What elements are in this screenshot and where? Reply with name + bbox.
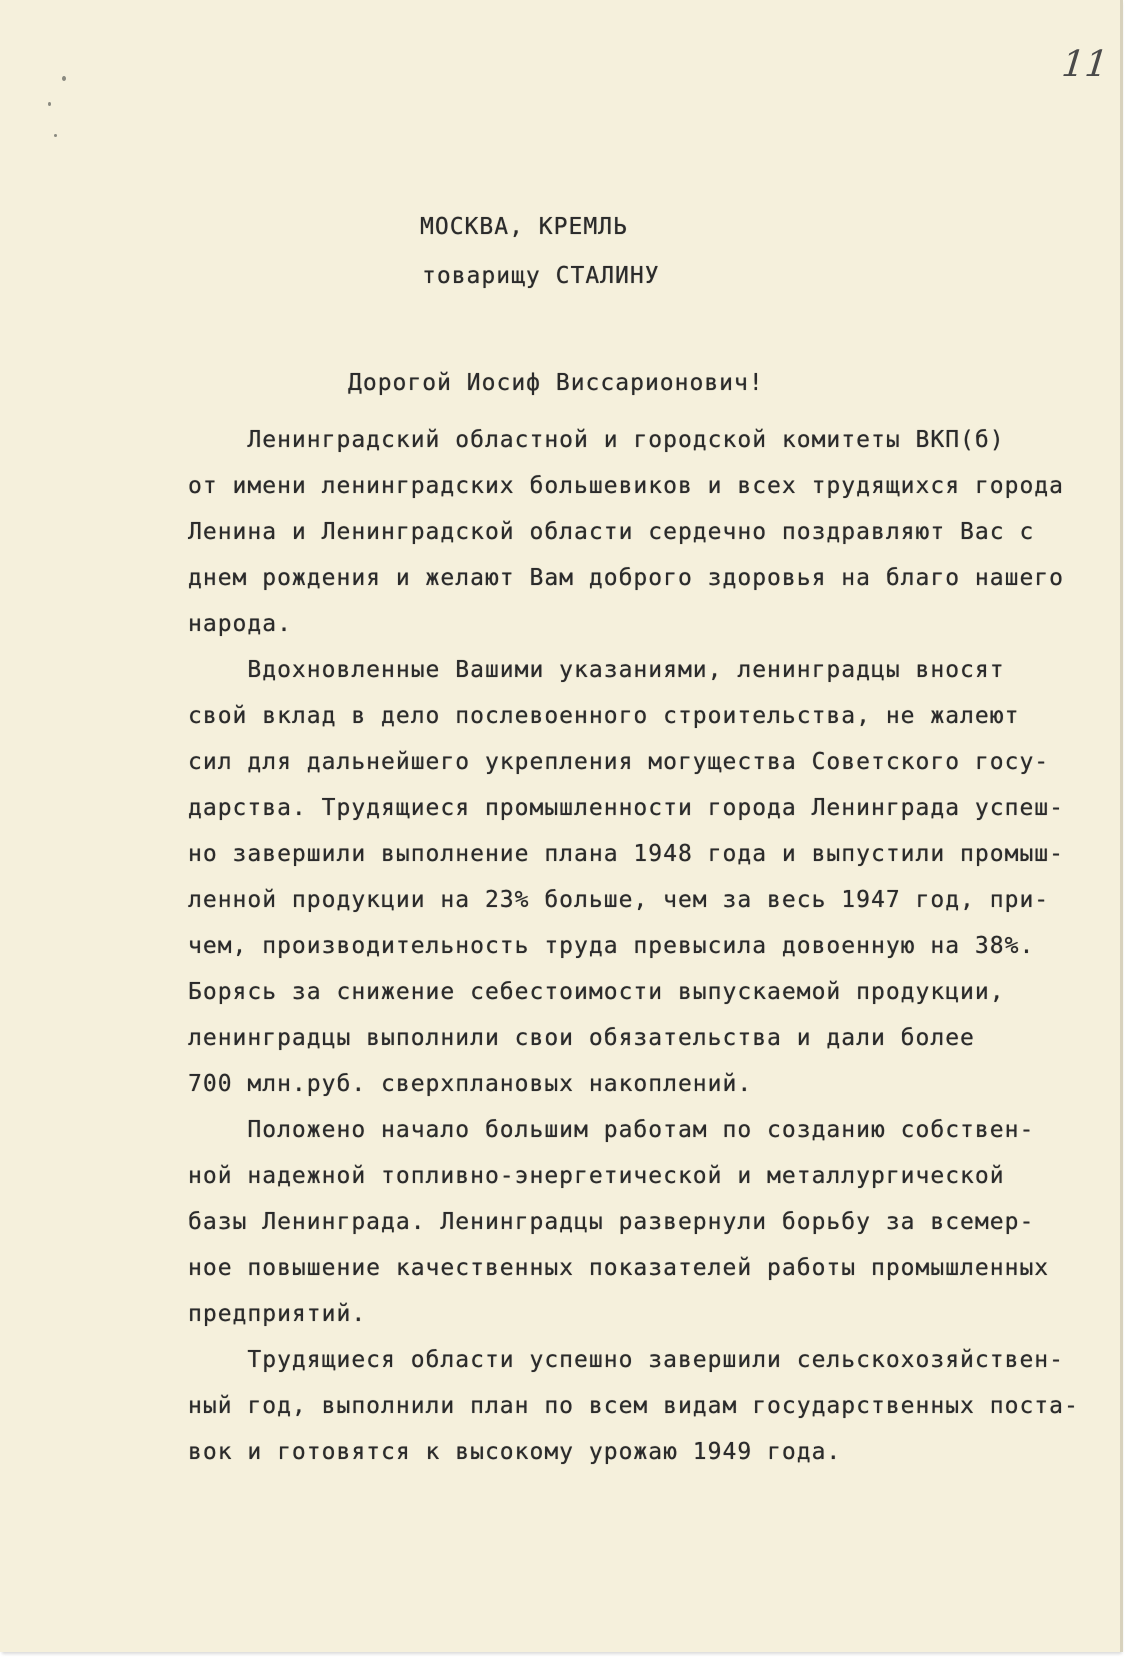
address-line-1: МОСКВА, КРЕМЛЬ <box>420 214 628 240</box>
body-line: ленинградцы выполнили свои обязательства и дали более <box>188 1025 975 1051</box>
body-line: 700 млн.руб. сверхплановых накоплений. <box>188 1071 753 1097</box>
page-edge <box>1120 0 1123 1652</box>
body-line: Борясь за снижение себестоимости выпускаемой продукции, <box>188 979 1005 1005</box>
body-line: ное повышение качественных показателей работы промышленных <box>188 1255 1050 1281</box>
ink-speck <box>62 76 66 81</box>
body-line: от имени ленинградских большевиков и всех трудящихся города <box>188 473 1064 499</box>
body-line: ной надежной топливно-энергетической и металлургической <box>188 1163 1005 1189</box>
body-line: вок и готовятся к высокому урожаю 1949 года. <box>188 1439 842 1465</box>
body-line: Вдохновленные Вашими указаниями, ленинградцы вносят <box>188 657 1005 683</box>
body-line: сил для дальнейшего укрепления могущества Советского госу- <box>188 749 1050 775</box>
ink-speck <box>48 102 51 106</box>
body-line: свой вклад в дело послевоенного строительства, не жалеют <box>188 703 1020 729</box>
body-line: ленной продукции на 23% больше, чем за весь 1947 год, при- <box>188 887 1050 913</box>
address-line-2: товарищу СТАЛИНУ <box>422 263 660 289</box>
body-line: чем, производительность труда превысила довоенную на 38%. <box>188 933 1035 959</box>
body-line: днем рождения и желают Вам доброго здоровья на благо нашего <box>188 565 1064 591</box>
body-line: дарства. Трудящиеся промышленности города Ленинграда успеш- <box>188 795 1064 821</box>
body-line: Ленинградский областной и городской комитеты ВКП(б) <box>188 427 1005 453</box>
ink-speck <box>54 134 57 137</box>
greeting: Дорогой Иосиф Виссарионович! <box>348 370 764 396</box>
body-line: народа. <box>188 611 292 637</box>
page-number: 11 <box>1059 44 1110 85</box>
body-line: Трудящиеся области успешно завершили сельскохозяйствен- <box>188 1347 1064 1373</box>
body-line: но завершили выполнение плана 1948 года и выпустили промыш- <box>188 841 1064 867</box>
body-line: ный год, выполнили план по всем видам государственных поста- <box>188 1393 1079 1419</box>
body-line: предприятий. <box>188 1301 367 1327</box>
body-line: Положено начало большим работам по созданию собствен- <box>188 1117 1035 1143</box>
body-line: Ленина и Ленинградской области сердечно поздравляют Вас с <box>188 519 1035 545</box>
body-line: базы Ленинграда. Ленинградцы развернули борьбу за всемер- <box>188 1209 1035 1235</box>
